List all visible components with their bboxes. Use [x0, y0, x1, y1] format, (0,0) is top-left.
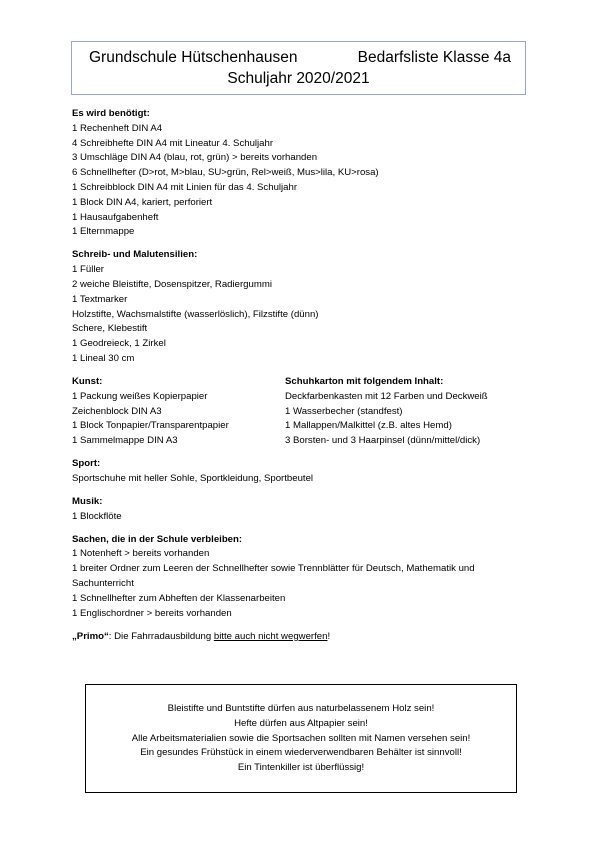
two-column-section: [72, 375, 542, 449]
list-item: 1 breiter Ordner zum Leeren der Schnellhefter sowie Trennblätter für Deutsch, Mathematik und: [72, 563, 475, 575]
list-item: 1 Block DIN A4, kariert, perforiert: [72, 196, 213, 208]
list-item: 4 Schreibhefte DIN A4 mit Lineatur 4. Schuljahr: [72, 137, 274, 149]
list-item: Sachunterricht: [72, 578, 134, 590]
list-item: Sportschuhe mit heller Sohle, Sportkleidung, Sportbeutel: [72, 472, 314, 484]
primo-end: !: [327, 630, 331, 642]
schuhkarton-column: [285, 375, 488, 449]
list-item: 1 Mallappen/Malkittel (z.B. altes Hemd): [285, 420, 452, 432]
list-item: 1 Textmarker: [72, 293, 128, 305]
list-item: Schere, Klebestift: [72, 323, 148, 335]
list-item: 3 Borsten- und 3 Haarpinsel (dünn/mittel/dick): [285, 435, 481, 447]
note-line: Alle Arbeitsmaterialien sowie die Sportsachen sollten mit Namen versehen sein!: [131, 732, 471, 744]
primo-underlined: bitte auch nicht wegwerfen: [213, 630, 328, 642]
section-heading-sachen: Sachen, die in der Schule verbleiben:: [72, 533, 243, 545]
section-heading-kunst: Kunst:: [72, 375, 103, 387]
primo-note: [72, 630, 542, 645]
header-box: [71, 41, 526, 95]
list-item: 1 Lineal 30 cm: [72, 352, 135, 364]
list-item: Deckfarbenkasten mit 12 Farben und Deckweiß: [285, 390, 488, 402]
list-item: 1 Sammelmappe DIN A3: [72, 435, 178, 447]
list-item: 1 Packung weißes Kopierpapier: [72, 390, 208, 402]
list-item: 1 Füller: [72, 264, 104, 276]
note-line: Bleistifte und Buntstifte dürfen aus naturbelassenem Holz sein!: [167, 703, 435, 714]
list-item: 1 Blockflöte: [72, 510, 122, 522]
list-item: 1 Englischordner > bereits vorhanden: [72, 607, 232, 619]
list-item: 1 Notenheft > bereits vorhanden: [72, 548, 210, 560]
list-title: Bedarfsliste Klasse 4a: [357, 49, 511, 66]
note-line: Ein Tintenkiller ist überflüssig!: [237, 762, 365, 774]
list-item: 3 Umschläge DIN A4 (blau, rot, grün) > bereits vorhanden: [72, 152, 318, 164]
section-heading-benoetigt: Es wird benötigt:: [72, 108, 150, 119]
section-heading-sport: Sport:: [72, 458, 101, 470]
school-name: Grundschule Hütschenhausen: [89, 49, 298, 66]
list-item: 1 Wasserbecher (standfest): [285, 405, 403, 417]
school-year: Schuljahr 2020/2021: [227, 70, 370, 87]
list-item: 1 Hausaufgabenheft: [72, 211, 159, 223]
content: [72, 107, 542, 644]
list-item: 1 Schreibblock DIN A4 mit Linien für das 4. Schuljahr: [72, 181, 298, 193]
list-item: 1 Elternmappe: [72, 226, 135, 238]
note-line: Hefte dürfen aus Altpapier sein!: [234, 717, 368, 729]
list-item: 1 Rechenheft DIN A4: [72, 122, 163, 134]
list-item: 1 Schnellhefter zum Abheften der Klassenarbeiten: [72, 592, 286, 604]
section-heading-schuhkarton: Schuhkarton mit folgendem Inhalt:: [285, 375, 444, 387]
section-heading-musik: Musik:: [72, 495, 103, 507]
note-line: Ein gesundes Frühstück in einem wiederverwendbaren Behälter ist sinnvoll!: [140, 747, 462, 759]
list-item: Holzstifte, Wachsmalstifte (wasserlöslich), Filzstifte (dünn): [72, 308, 319, 320]
primo-label: „Primo“: [72, 630, 109, 642]
list-item: 6 Schnellhefter (D>rot, M>blau, SU>grün, Rel>weiß, Mus>lila, KU>rosa): [72, 167, 379, 179]
notes-box: [85, 684, 517, 793]
list-item: Zeichenblock DIN A3: [72, 405, 162, 417]
primo-text: : Die Fahrradausbildung: [108, 630, 214, 642]
section-heading-schreib: Schreib- und Malutensilien:: [72, 249, 198, 261]
list-item: 2 weiche Bleistifte, Dosenspitzer, Radiergummi: [72, 278, 272, 290]
list-item: 1 Block Tonpapier/Transparentpapier: [72, 420, 229, 432]
list-item: 1 Geodreieck, 1 Zirkel: [72, 338, 166, 350]
kunst-column: [72, 375, 229, 449]
